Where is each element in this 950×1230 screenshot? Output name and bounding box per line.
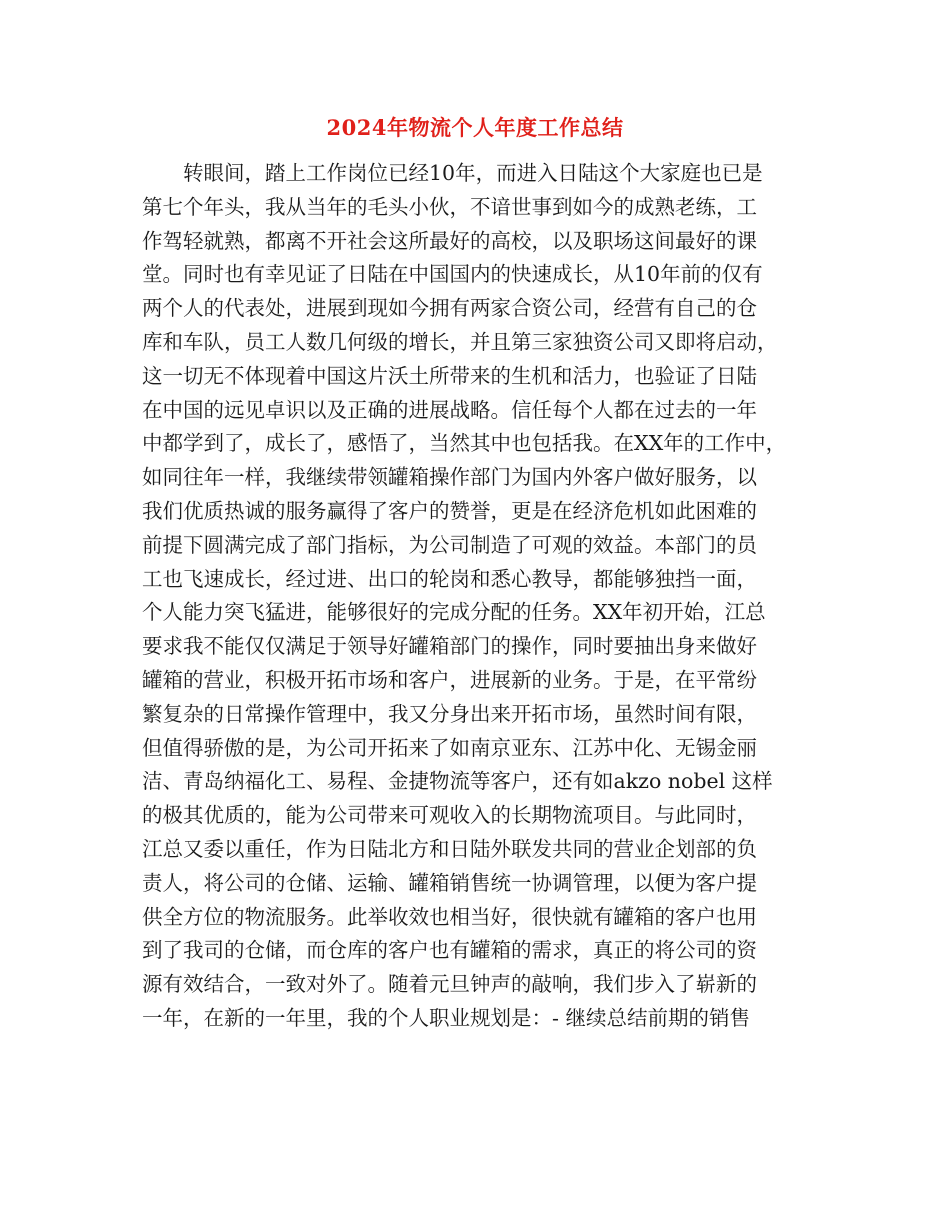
body-line: 责人，将公司的仓储、运输、罐箱销售统一协调管理，以便为客户提 [142,870,757,895]
body-line: 第七个年头，我从当年的毛头小伙，不谙世事到如今的成熟老练，工 [142,194,757,219]
body-line: 供全方位的物流服务。此举收效也相当好，很快就有罐箱的客户也用 [142,904,757,929]
body-line: 但值得骄傲的是，为公司开拓来了如南京亚东、江苏中化、无锡金丽 [142,735,757,760]
body-line: 这一切无不体现着中国这片沃土所带来的生机和活力，也验证了日陆 [142,363,757,388]
document-body [142,157,812,1036]
body-line: 堂。同时也有幸见证了日陆在中国国内的快速成长，从10年前的仅有 [142,262,763,287]
body-line: 要求我不能仅仅满足于领导好罐箱部门的操作，同时要抽出身来做好 [142,634,757,659]
body-line: 中都学到了，成长了，感悟了，当然其中也包括我。在XX年的工作中， [142,431,787,456]
document-title: 2024年物流个人年度工作总结 [326,115,624,140]
body-line: 繁复杂的日常操作管理中，我又分身出来开拓市场，虽然时间有限， [142,701,757,726]
body-line: 前提下圆满完成了部门指标，为公司制造了可观的效益。本部门的员 [142,532,757,557]
body-line: 个人能力突飞猛进，能够很好的完成分配的任务。XX年初开始，江总 [142,600,766,625]
body-line: 的极其优质的，能为公司带来可观收入的长期物流项目。与此同时， [142,803,757,828]
body-line: 到了我司的仓储，而仓库的客户也有罐箱的需求，真正的将公司的资 [142,938,757,963]
body-line: 我们优质热诚的服务赢得了客户的赞誉，更是在经济危机如此困难的 [142,498,757,523]
body-line: 在中国的远见卓识以及正确的进展战略。信任每个人都在过去的一年 [142,397,757,422]
body-line: 洁、青岛纳福化工、易程、金捷物流等客户，还有如akzo nobel 这样 [142,769,773,794]
body-line: 江总又委以重任，作为日陆北方和日陆外联发共同的营业企划部的负 [142,836,757,861]
body-line: 两个人的代表处，进展到现如今拥有两家合资公司，经营有自己的仓 [142,296,757,321]
body-line: 罐箱的营业，积极开拓市场和客户，进展新的业务。于是，在平常纷 [142,667,757,692]
body-line: 作驾轻就熟，都离不开社会这所最好的高校，以及职场这间最好的课 [142,228,757,253]
body-line: 源有效结合，一致对外了。随着元旦钟声的敲响，我们步入了崭新的 [142,972,757,997]
body-line: 工也飞速成长，经过进、出口的轮岗和悉心教导，都能够独挡一面， [142,566,757,591]
body-line: 如同往年一样，我继续带领罐箱操作部门为国内外客户做好服务，以 [142,465,757,490]
body-line: 库和车队，员工人数几何级的增长，并且第三家独资公司又即将启动， [142,329,778,354]
body-line: 一年，在新的一年里，我的个人职业规划是：- 继续总结前期的销售 [142,1005,750,1030]
body-line: 转眼间，踏上工作岗位已经10年，而进入日陆这个大家庭也已是 [142,161,763,185]
